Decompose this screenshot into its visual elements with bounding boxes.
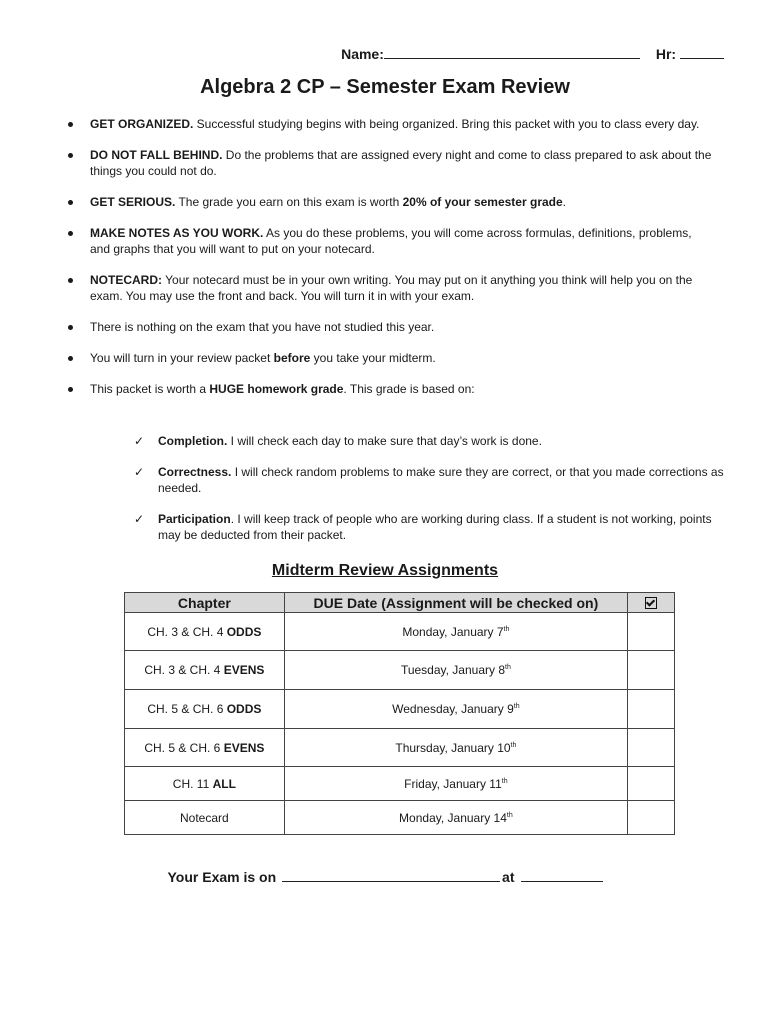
bullet-heading: GET SERIOUS. [90, 195, 176, 209]
instructions-list [64, 116, 714, 412]
due-date-column-header: DUE Date (Assignment will be checked on) [284, 593, 627, 613]
due-date-cell: Wednesday, January 9th [284, 690, 627, 729]
table-row [125, 613, 675, 651]
bullet-text: There is nothing on the exam that you have not studied this year. [90, 320, 435, 334]
due-date-cell: Friday, January 11th [284, 767, 627, 801]
bullet-emphasis: 20% of your semester grade [402, 195, 563, 209]
list-item [64, 147, 714, 179]
criteria-heading: Participation [158, 512, 231, 526]
bullet-icon [68, 356, 73, 361]
bullet-text: Your notecard must be in your own writing. You may put on it anything you think will help you on the exam. You may use the front and back. You will turn it in with your exam. [90, 273, 693, 303]
chapter-column-header: Chapter [125, 593, 285, 613]
bullet-emphasis: HUGE homework grade [209, 382, 344, 396]
list-item [64, 319, 714, 335]
hr-label: Hr: [655, 46, 677, 62]
bullet-text: you take your midterm. [310, 351, 436, 365]
due-date-cell: Monday, January 14th [284, 801, 627, 835]
checkbox-checked-icon [645, 597, 657, 609]
table-row [125, 801, 675, 835]
bullet-text: Do the problems that are assigned every night and come to class prepared to ask about the things you could not do. [90, 148, 712, 178]
bullet-text: . [562, 195, 567, 209]
at-label: at [502, 869, 515, 885]
bullet-text: You will turn in your review packet [90, 351, 274, 365]
chapter-cell: CH. 5 & CH. 6 ODDS [125, 690, 285, 729]
exam-label: Your Exam is on [167, 869, 277, 885]
assignments-table [124, 592, 675, 835]
bullet-icon [68, 122, 73, 127]
table-row [125, 651, 675, 690]
bullet-icon [68, 200, 73, 205]
checkmark-icon: ✓ [134, 434, 145, 448]
exam-date-blank[interactable] [282, 869, 500, 882]
criteria-text: I will check each day to make sure that day’s work is done. [227, 434, 542, 448]
bullet-heading: DO NOT FALL BEHIND. [90, 148, 223, 162]
table-row [125, 729, 675, 767]
bullet-icon [68, 231, 73, 236]
criteria-text: I will check random problems to make sure they are correct, or that you made corrections as needed. [158, 465, 724, 495]
criteria-item [134, 511, 724, 543]
chapter-cell: CH. 3 & CH. 4 ODDS [125, 613, 285, 651]
chapter-cell: CH. 3 & CH. 4 EVENS [125, 651, 285, 690]
bullet-icon [68, 387, 73, 392]
table-row [125, 690, 675, 729]
bullet-heading: GET ORGANIZED. [90, 117, 194, 131]
student-header [341, 46, 724, 62]
criteria-item [134, 464, 724, 496]
list-item [64, 194, 714, 210]
check-cell[interactable] [628, 729, 675, 767]
chapter-cell: Notecard [125, 801, 285, 835]
checkmark-icon: ✓ [134, 465, 145, 479]
due-date-cell: Tuesday, January 8th [284, 651, 627, 690]
bullet-text: The grade you earn on this exam is worth [175, 195, 403, 209]
checked-column-header [628, 593, 675, 613]
name-label: Name: [341, 46, 384, 62]
check-cell[interactable] [628, 767, 675, 801]
due-date-cell: Monday, January 7th [284, 613, 627, 651]
criteria-heading: Completion. [158, 434, 228, 448]
list-item [64, 116, 714, 132]
grading-criteria-list [134, 433, 724, 558]
criteria-item [134, 433, 724, 449]
bullet-text: . This grade is based on: [343, 382, 475, 396]
bullet-text: Successful studying begins with being organized. Bring this packet with you to class every day. [193, 117, 700, 131]
table-row [125, 767, 675, 801]
bullet-heading: MAKE NOTES AS YOU WORK. [90, 226, 264, 240]
chapter-cell: CH. 5 & CH. 6 EVENS [125, 729, 285, 767]
check-cell[interactable] [628, 801, 675, 835]
list-item [64, 225, 714, 257]
criteria-heading: Correctness. [158, 465, 232, 479]
bullet-icon [68, 278, 73, 283]
check-cell[interactable] [628, 651, 675, 690]
bullet-text: As you do these problems, you will come across formulas, definitions, problems, and graphs that you will want to put on your notecard. [90, 226, 692, 256]
bullet-heading: NOTECARD: [90, 273, 162, 287]
bullet-emphasis: before [273, 351, 311, 365]
check-cell[interactable] [628, 613, 675, 651]
list-item [64, 350, 714, 366]
assignments-heading: Midterm Review Assignments [271, 562, 499, 579]
list-item [64, 272, 714, 304]
chapter-cell: CH. 11 ALL [125, 767, 285, 801]
table-header-row [125, 593, 675, 613]
bullet-text: This packet is worth a [90, 382, 210, 396]
exam-time-blank[interactable] [521, 869, 603, 882]
checkmark-icon: ✓ [134, 512, 145, 526]
hour-blank[interactable] [680, 46, 724, 59]
due-date-cell: Thursday, January 10th [284, 729, 627, 767]
page-title: Algebra 2 CP – Semester Exam Review [200, 76, 570, 98]
bullet-icon [68, 153, 73, 158]
check-cell[interactable] [628, 690, 675, 729]
bullet-icon [68, 325, 73, 330]
criteria-text: . I will keep track of people who are working during class. If a student is not working, points may be deducted from their packet. [158, 512, 712, 542]
exam-date-line [0, 869, 770, 885]
name-blank[interactable] [384, 46, 640, 59]
list-item [64, 381, 714, 397]
